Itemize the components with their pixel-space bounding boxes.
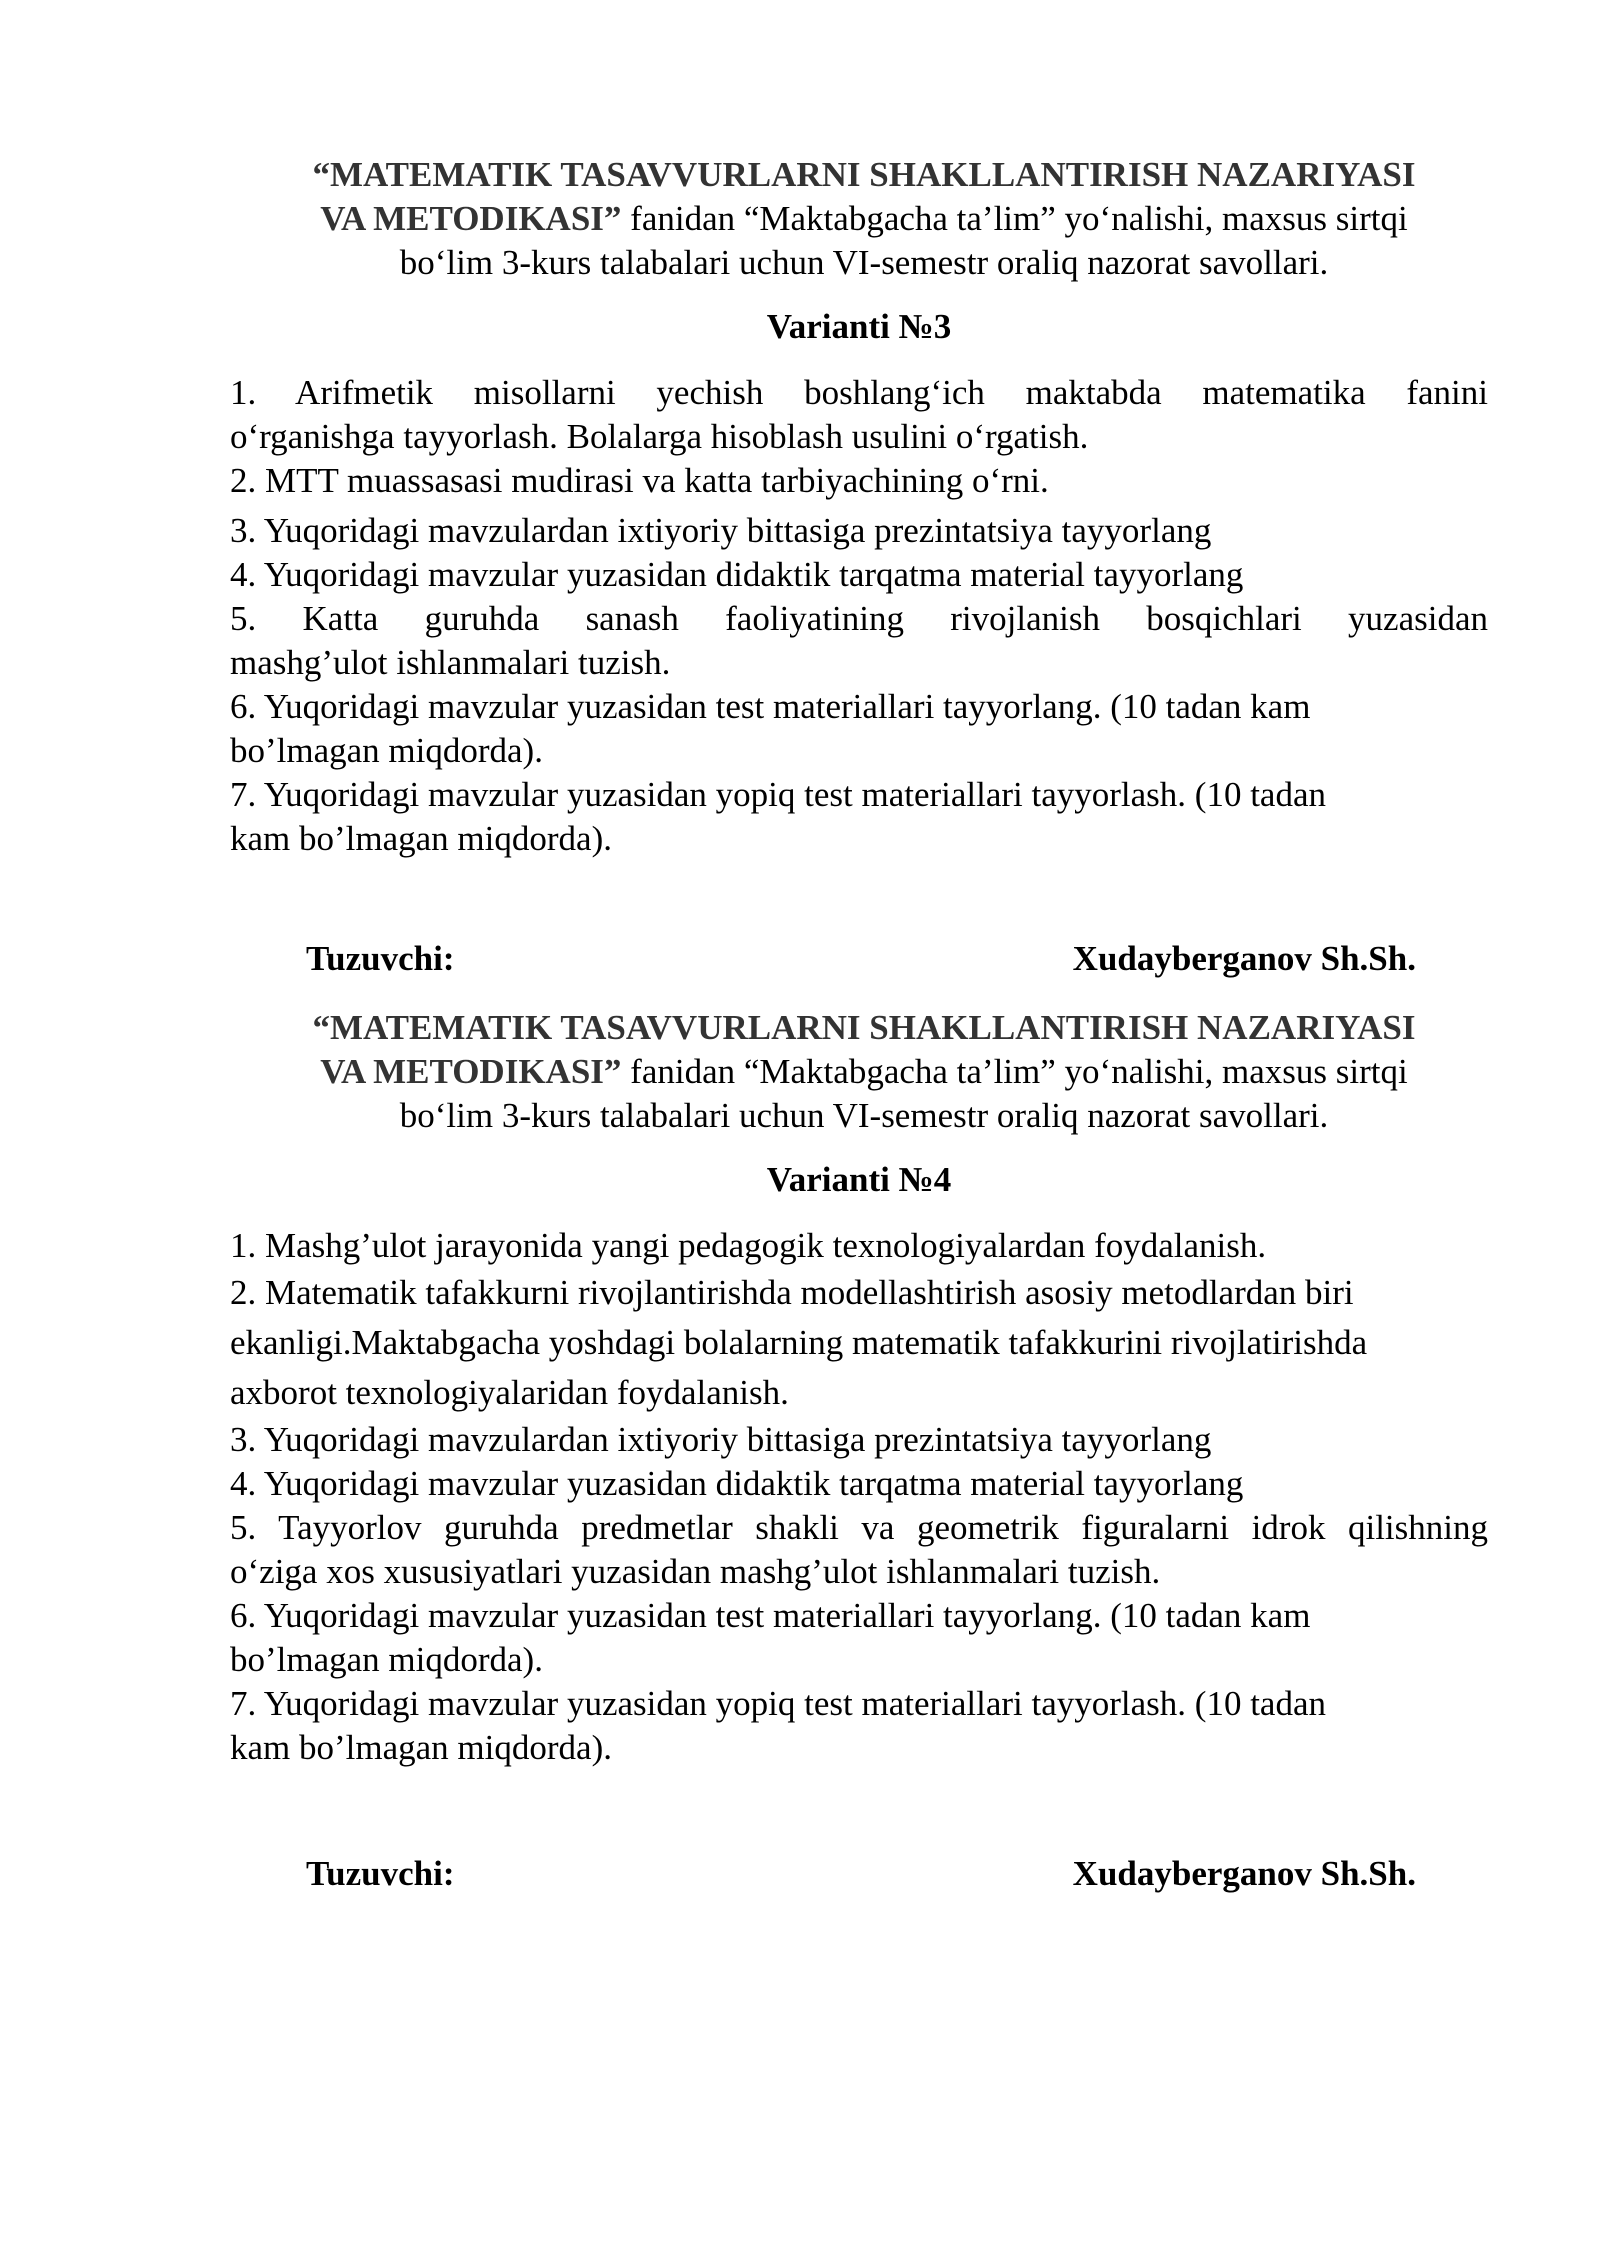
question-line: 7. Yuqoridagi mavzular yuzasidan yopiq test materiallari tayyorlash. (10 tadan <box>230 775 1327 814</box>
heading-line-3: bo‘lim 3-kurs talabalari uchun VI-semestr oraliq nazorat savollari. <box>399 1096 1329 1135</box>
question-line: 1. Mashg’ulot jarayonida yangi pedagogik texnologiyalardan foydalanish. <box>230 1226 1267 1265</box>
question-line: 1. Arifmetik misollarni yechish boshlang‘ich maktabda matematika fanini <box>230 373 1488 412</box>
variant-3-section <box>230 153 1488 861</box>
question-item <box>230 1268 1488 1418</box>
question-line: 4. Yuqoridagi mavzular yuzasidan didaktik tarqatma material tayyorlang <box>230 555 1244 594</box>
question-item <box>230 509 1488 553</box>
question-line: 6. Yuqoridagi mavzular yuzasidan test materiallari tayyorlang. (10 tadan kam <box>230 687 1311 726</box>
question-line: axborot texnologiyalaridan foydalanish. <box>230 1373 789 1412</box>
question-item <box>230 685 1488 773</box>
question-line: 5. Tayyorlov guruhda predmetlar shakli va geometrik figuralarni idrok qilishning <box>230 1508 1488 1547</box>
signature-role: Tuzuvchi: <box>306 939 455 978</box>
question-line: o‘rganishga tayyorlash. Bolalarga hisoblash usulini o‘rgatish. <box>230 417 1089 456</box>
question-line: 7. Yuqoridagi mavzular yuzasidan yopiq test materiallari tayyorlash. (10 tadan <box>230 1684 1327 1723</box>
question-line: o‘ziga xos xususiyatlari yuzasidan mashg’ulot ishlanmalari tuzish. <box>230 1552 1161 1591</box>
question-item <box>230 371 1488 459</box>
signature-name: Xudayberganov Sh.Sh. <box>1072 939 1416 978</box>
heading-subject-text: fanidan “Maktabgacha ta’lim” yo‘nalishi, maxsus sirtqi <box>621 1052 1408 1091</box>
question-list <box>230 371 1488 861</box>
question-line: 2. MTT muassasasi mudirasi va katta tarbiyachining o‘rni. <box>230 461 1049 500</box>
document-heading <box>230 1006 1488 1138</box>
question-line: mashg’ulot ishlanmalari tuzish. <box>230 643 671 682</box>
question-line: kam bo’lmagan miqdorda). <box>230 1728 612 1767</box>
variant-4-section <box>230 1006 1488 1770</box>
heading-title-line-1: “MATEMATIK TASAVVURLARNI SHAKLLANTIRISH NAZARIYASI <box>312 155 1416 194</box>
heading-line-3: bo‘lim 3-kurs talabalari uchun VI-semestr oraliq nazorat savollari. <box>399 243 1329 282</box>
question-item <box>230 1506 1488 1594</box>
question-line: 3. Yuqoridagi mavzulardan ixtiyoriy bittasiga prezintatsiya tayyorlang <box>230 511 1212 550</box>
variant-title: Varianti №3 <box>766 307 952 346</box>
question-item <box>230 553 1488 597</box>
heading-title-line-1: “MATEMATIK TASAVVURLARNI SHAKLLANTIRISH NAZARIYASI <box>312 1008 1416 1047</box>
question-item <box>230 459 1488 503</box>
question-item <box>230 1682 1488 1770</box>
question-line: bo’lmagan miqdorda). <box>230 1640 543 1679</box>
variant-title: Varianti №4 <box>766 1160 952 1199</box>
heading-title-line-2: VA METODIKASI” <box>320 1052 622 1091</box>
question-line: 3. Yuqoridagi mavzulardan ixtiyoriy bittasiga prezintatsiya tayyorlang <box>230 1420 1212 1459</box>
signature-name: Xudayberganov Sh.Sh. <box>1072 1854 1416 1893</box>
question-line: 2. Matematik tafakkurni rivojlantirishda modellashtirish asosiy metodlardan biri <box>230 1273 1354 1312</box>
heading-subject-text: fanidan “Maktabgacha ta’lim” yo‘nalishi, maxsus sirtqi <box>621 199 1408 238</box>
question-line: kam bo’lmagan miqdorda). <box>230 819 612 858</box>
heading-line-2 <box>250 1050 1478 1094</box>
question-item <box>230 1224 1488 1268</box>
question-item <box>230 1418 1488 1462</box>
question-line: 6. Yuqoridagi mavzular yuzasidan test materiallari tayyorlang. (10 tadan kam <box>230 1596 1311 1635</box>
document-heading <box>230 153 1488 285</box>
signature-role: Tuzuvchi: <box>306 1854 455 1893</box>
question-line: bo’lmagan miqdorda). <box>230 731 543 770</box>
question-item <box>230 1594 1488 1682</box>
question-item <box>230 597 1488 685</box>
question-line: ekanligi.Maktabgacha yoshdagi bolalarning matematik tafakkurini rivojlatirishda <box>230 1323 1368 1362</box>
question-line: 5. Katta guruhda sanash faoliyatining rivojlanish bosqichlari yuzasidan <box>230 599 1488 638</box>
heading-title-line-2: VA METODIKASI” <box>320 199 622 238</box>
question-item <box>230 1462 1488 1506</box>
question-item <box>230 773 1488 861</box>
heading-line-2 <box>250 197 1478 241</box>
question-line: 4. Yuqoridagi mavzular yuzasidan didaktik tarqatma material tayyorlang <box>230 1464 1244 1503</box>
question-list <box>230 1224 1488 1770</box>
